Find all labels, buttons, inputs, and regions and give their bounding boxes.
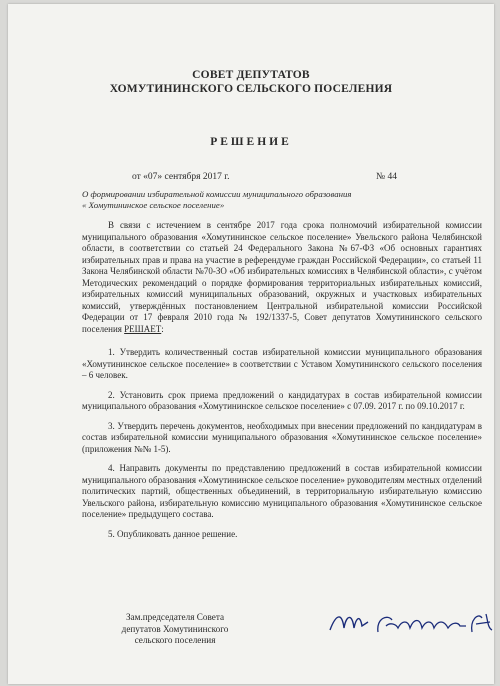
subject-line2: « Хомутининское сельское поселение» bbox=[82, 200, 225, 210]
council-title-line1: СОВЕТ ДЕПУТАТОВ bbox=[192, 69, 310, 81]
signatory-line1: Зам.председателя Совета bbox=[125, 612, 225, 622]
decision-date: от «07» сентября 2017 г. bbox=[132, 172, 230, 182]
signatory-line3: сельского поселения bbox=[134, 635, 216, 645]
item-1: 1. Утвердить количественный состав избирательной комиссии муниципального образования «Хомутининское сельское поселение» в соответствии с Уставом Хомутининского сельского поселения – 6 человек. bbox=[82, 347, 482, 380]
decision-heading: РЕШЕНИЕ bbox=[210, 136, 292, 148]
signatory-title bbox=[100, 612, 250, 647]
decision-subject bbox=[82, 189, 442, 211]
council-title-line2: ХОМУТИНИНСКОГО СЕЛЬСКОГО ПОСЕЛЕНИЯ bbox=[109, 83, 393, 95]
item-2: 2. Установить срок приема предложений о кандидатурах в состав избирательной комиссии муниципального образования «Хомутининское сельское поселение» с 07.09. 2017 г. по 09.10.2017 г. bbox=[82, 389, 482, 411]
signatory-line2: депутатов Хомутининского bbox=[121, 623, 229, 634]
council-title bbox=[8, 68, 494, 96]
handwritten-signature bbox=[326, 608, 494, 638]
preamble-colon: : bbox=[161, 323, 164, 334]
item-4: 4. Направить документы по представлению предложений в состав избирательной комиссии муниципального образования «Хомутининское сельское поселение» руководителям местных отделений политических партий, общественных объединений, в территориальную избирательную комиссию Увельского района, избирательную комиссию муниципального образования «Хомутининское сельское поселение» предыдущего состава. bbox=[82, 463, 482, 519]
decision-body bbox=[82, 220, 482, 540]
preamble-paragraph bbox=[82, 220, 482, 335]
item-5: 5. Опубликовать данное решение. bbox=[108, 528, 238, 539]
resolves-word: РЕШАЕТ bbox=[124, 323, 162, 334]
decision-number: № 44 bbox=[376, 172, 397, 182]
subject-line1: О формировании избирательной комиссии муниципального образования bbox=[82, 189, 352, 199]
document-page bbox=[8, 4, 494, 684]
preamble-text: В связи с истечением в сентябре 2017 года срока полномочий избирательной комиссии муниципального образования «Хомутининское сельское поселение» Увельского района Челябинской области, в соответствии со статьей 24 Федерального Закона №67-ФЗ «Об основных гарантиях избирательных прав и права на участие в референдуме граждан Российской Федерации», со статьей 11 Закона Челябинской области №70-ЗО «Об избирательных комиссиях в Челябинской области», с учётом Методических рекомендаций о порядке формирования территориальных избирательных комиссий, избирательных комиссий муниципальных образований, окружных и участковых избирательных комиссий, утверждённых постановлением Центральной избирательной комиссии Российской Федерации от 17 февраля 2010 года № 192/1337-5, Совет депутатов Хомутининского сельского поселения bbox=[82, 220, 482, 334]
item-3: 3. Утвердить перечень документов, необходимых при внесении предложений по кандидатурам в состав избирательной комиссии муниципального образования «Хомутининское сельское поселение» (приложения №№ 1-5). bbox=[82, 420, 482, 454]
